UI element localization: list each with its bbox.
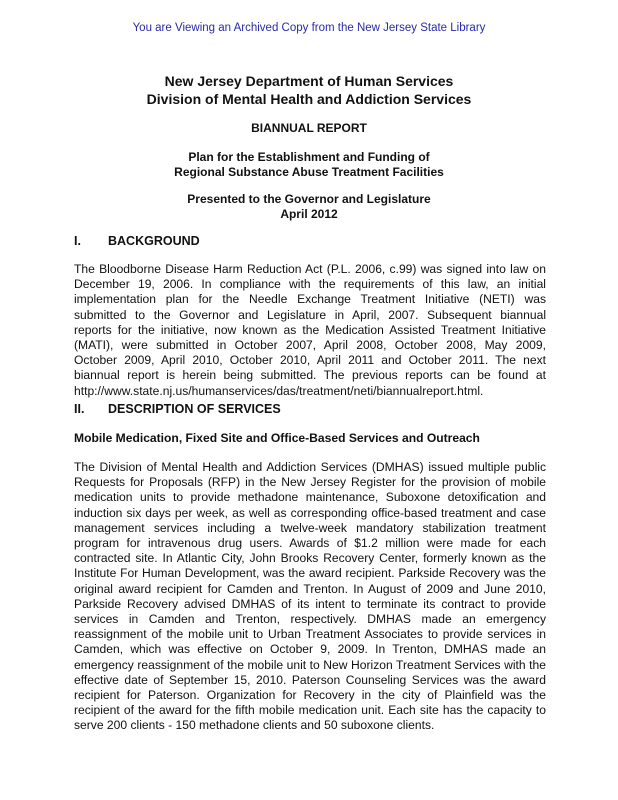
plan-title-line-1: Plan for the Establishment and Funding of — [188, 150, 430, 164]
paragraph-line: Institute For Human Development, was the award recipient. Parkside Recovery was the — [74, 566, 546, 581]
paragraph-line: emergency reassignment of the mobile unit to New Horizon Treatment Services with the — [74, 657, 546, 672]
paragraph-line: reassignment of the mobile unit to Urban Treatment Associates to provide services in — [74, 627, 546, 642]
services-subheading: Mobile Medication, Fixed Site and Office-Based Services and Outreach — [74, 431, 480, 445]
paragraph-line: The Division of Mental Health and Addiction Services (DMHAS) issued multiple public — [74, 460, 546, 474]
section-number: II. — [74, 402, 85, 416]
paragraph-line: induction six days per week, as well as corresponding office-based treatment and case — [74, 505, 546, 520]
paragraph-line: The Bloodborne Disease Harm Reduction Act (P.L. 2006, c.99) was signed into law on — [74, 262, 546, 276]
section-title: DESCRIPTION OF SERVICES — [108, 402, 281, 416]
paragraph-line: management services including a twelve-week mandatory stabilization treatment — [74, 520, 546, 535]
plan-title-line-2: Regional Substance Abuse Treatment Facilities — [174, 165, 444, 179]
section-heading-services — [74, 402, 281, 416]
background-paragraph — [74, 262, 546, 399]
paragraph-line: recipient of the award for the fifth mobile medication unit. Each site has the capacity to — [74, 703, 546, 718]
paragraph-line: Camden, which was effective on October 9, 2009. In Trenton, DMHAS made an — [74, 642, 546, 657]
paragraph-line: contracted site. In Atlantic City, John Brooks Recovery Center, formerly known as the — [74, 551, 546, 566]
paragraph-line: http://www.state.nj.us/humanservices/das/treatment/neti/biannualreport.html. — [74, 383, 484, 398]
document-header — [0, 72, 618, 108]
paragraph-line: Parkside Recovery advised DMHAS of its intent to terminate its contract to provide — [74, 596, 546, 611]
paragraph-line: services in Camden and Trenton, respectively. DMHAS made an emergency — [74, 612, 546, 627]
section-number: I. — [74, 234, 81, 248]
paragraph-line: program for intravenous drug users. Awards of $1.2 million were made for each — [74, 536, 546, 551]
paragraph-line: effective date of September 15, 2010. Paterson Counseling Services was the award — [74, 672, 546, 687]
paragraph-line: implementation plan for the Needle Exchange Treatment Initiative (NETI) was — [74, 292, 546, 307]
presented-to — [0, 192, 618, 222]
paragraph-line: submitted to the Governor and Legislature in April, 2007. Subsequent biannual — [74, 307, 546, 322]
paragraph-line: Requests for Proposals (RFP) in the New Jersey Register for the provision of mobile — [74, 475, 546, 490]
paragraph-line: biannual report is herein being submitted. The previous reports can be found at — [74, 368, 546, 383]
section-heading-background — [74, 234, 200, 248]
paragraph-line: reports for the initiative, now known as the Medication Assisted Treatment Initiative — [74, 322, 546, 337]
report-type: BIANNUAL REPORT — [251, 121, 367, 135]
archive-banner: You are Viewing an Archived Copy from the New Jersey State Library — [132, 22, 486, 34]
plan-title — [0, 150, 618, 180]
paragraph-line: December 19, 2006. In compliance with the requirements of this law, an initial — [74, 277, 546, 292]
paragraph-line: recipient for Paterson. Organization for Recovery in the city of Plainfield was the — [74, 688, 546, 703]
paragraph-line: medication units to provide methadone maintenance, Suboxone detoxification and — [74, 490, 546, 505]
org-department-title: New Jersey Department of Human Services — [164, 73, 454, 89]
report-type-heading — [0, 121, 618, 136]
presented-to-line: Presented to the Governor and Legislature — [187, 192, 431, 206]
org-division-title: Division of Mental Health and Addiction Services — [146, 91, 472, 107]
paragraph-line: serve 200 clients - 150 methadone clients and 50 suboxone clients. — [74, 718, 435, 733]
paragraph-line: original award recipient for Camden and Trenton. In August of 2009 and June 2010, — [74, 581, 546, 596]
section-title: BACKGROUND — [108, 234, 200, 248]
paragraph-line: (MATI), were submitted in October 2007, April 2008, October 2008, May 2009, — [74, 338, 546, 353]
report-date: April 2012 — [280, 207, 338, 221]
services-paragraph — [74, 460, 546, 734]
paragraph-line: October 2009, April 2010, October 2010, April 2011 and October 2011. The next — [74, 353, 546, 368]
